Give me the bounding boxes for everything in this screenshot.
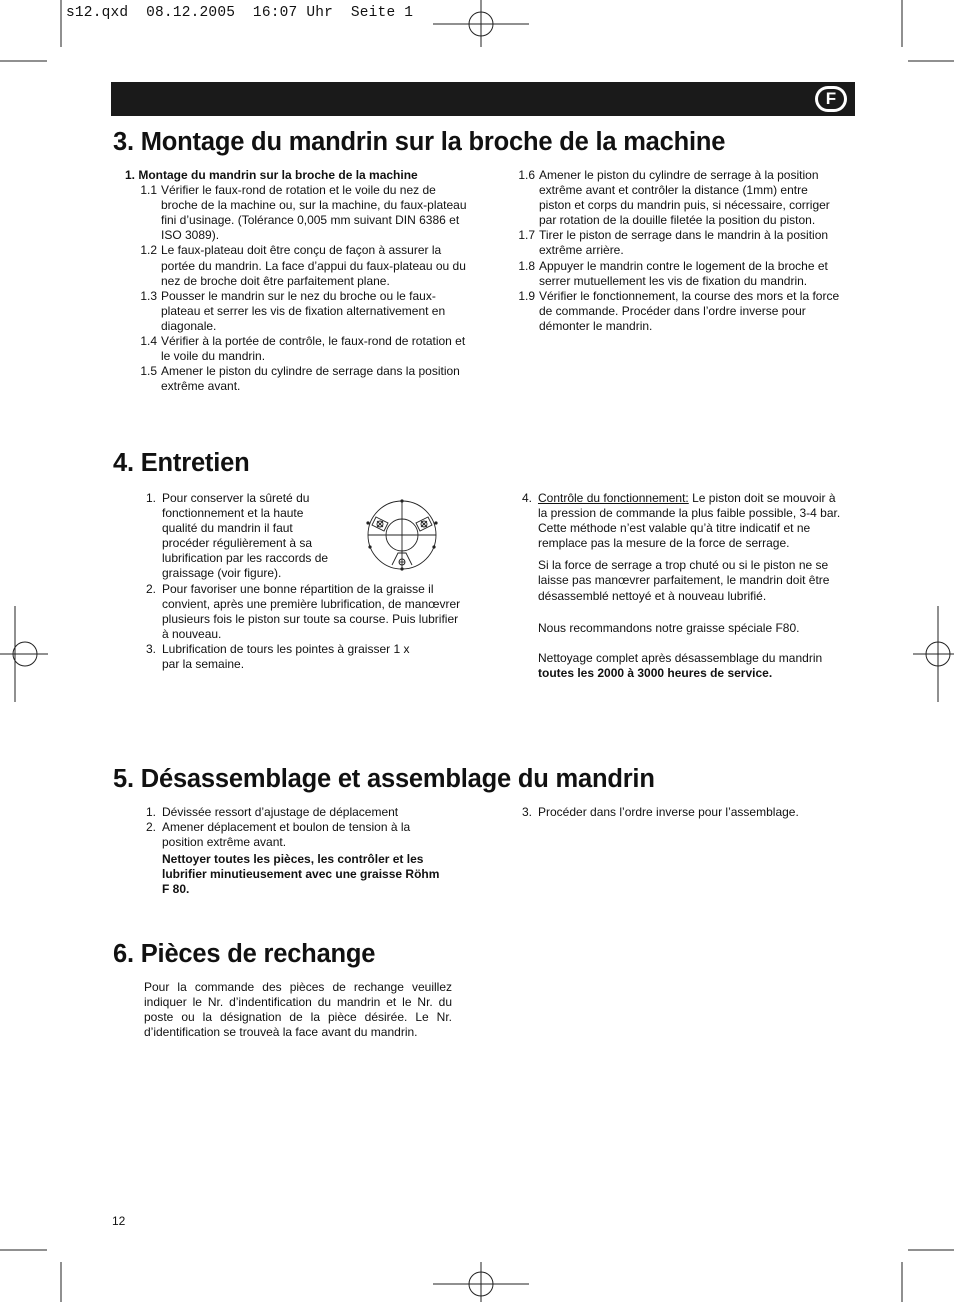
list-item: 1.1 Vérifier le faux-rond de rotation et le voile du nez de broche de la machine ou, sur la machine, du faux-plateau fini d’usinage. (Tolérance 0,005 mm suivant DIN 6386 et ISO 3089). [140, 183, 467, 243]
paragraph: Nettoyage complet après désassemblage du mandrin [538, 650, 823, 665]
paragraph: Si la force de serrage a trop chuté ou si le piston ne se laisse pas manœvrer parfaitement, le mandrin doit être désassemblé nettoyé et à nouveau lubrifié. [538, 558, 830, 603]
list-item: 2. Amener déplacement et boulon de tension à la position extrême avant. [145, 820, 411, 850]
section-5-left-column [138, 805, 448, 898]
bold-note: Nettoyer toutes les pièces, les contrôler et les lubrifier minutieusement avec une graisse Röhm F 80. [162, 852, 440, 897]
list-item: 3. Procéder dans l’ordre inverse pour l’assemblage. [521, 805, 799, 819]
section-3-title: 3. Montage du mandrin sur la broche de la machine [113, 128, 726, 156]
section-4-right-column [514, 491, 846, 681]
section-4-title: 4. Entretien [113, 449, 250, 477]
header-bar [111, 82, 855, 116]
list-item: 1.2 Le faux-plateau doit être conçu de façon à assurer la portée du mandrin. La face d’appui du faux-plateau ou du nez de broche doit être parfaitement plane. [140, 243, 466, 288]
list-item: 1. Pour conserver la sûreté du fonctionnement et la haute qualité du mandrin il faut procéder régulièrement à sa lubrification par les raccords de graissage (voir figure). [145, 491, 329, 581]
lubrication-figure [362, 495, 442, 575]
section-5-right-column [514, 805, 846, 820]
list-item: 1.4 Vérifier à la portée de contrôle, le faux-rond de rotation et le voile du mandrin. [140, 334, 466, 364]
list-item: 1.9 Vérifier le fonctionnement, la course des mors et la force de commande. Procéder dans l’ordre inverse pour démonter le mandrin. [518, 288, 840, 333]
language-badge [815, 86, 847, 112]
page-number: 12 [112, 1214, 126, 1228]
list-item: 1.5 Amener le piston du cylindre de serrage dans la position extrême avant. [140, 364, 460, 394]
list-item: 2. Pour favoriser une bonne répartition de la graisse il convient, après une première lubrification, de manœvrer plusieurs fois le piston sur toute sa course. Puis lubrifier à nouveau. [145, 581, 461, 641]
list-item: 1.3 Pousser le mandrin sur le nez du broche ou le faux-plateau et serrer les vis de fixation alternativement en diagonale. [140, 288, 446, 333]
paragraph-bold: toutes les 2000 à 3000 heures de service. [538, 665, 773, 680]
language-badge-label: F [818, 89, 844, 109]
section-3-subhead: 1. Montage du mandrin sur la broche de la machine [125, 168, 418, 182]
list-item: 1.8 Appuyer le mandrin contre le logement de la broche et serrer mutuellement les vis de fixation du mandrin. [518, 258, 828, 288]
section-6-title: 6. Pièces de rechange [113, 940, 376, 968]
paragraph: Pour la commande des pièces de rechange veuillez indiquer le Nr. d’indentification du mandrin et le Nr. du poste ou la désignation de la pièce désirée. Le Nr. d’identification se trouveà la face avant du mandrin. [144, 980, 452, 1040]
section-3-right-column [503, 168, 843, 334]
section-3-left-column [125, 168, 470, 394]
section-5-title: 5. Désassemblage et assemblage du mandrin [113, 765, 655, 793]
section-6-body [144, 980, 452, 1040]
list-item: 1.6 Amener le piston du cylindre de serrage à la position extrême avant et contrôler la distance (1mm) entre piston et corps du mandrin puis, si nécessaire, corriger par rotation de la douille filetée la position du piston. [518, 168, 830, 228]
list-item: 1. Dévissée ressort d’ajustage de déplacement [145, 805, 399, 819]
list-item: 1.7 Tirer le piston de serrage dans le mandrin à la position extrême arrière. [518, 228, 829, 258]
list-item: 3. Lubrification de tours les pointes à graisser 1 x par la semaine. [145, 641, 410, 672]
file-slug: s12.qxd 08.12.2005 16:07 Uhr Seite 1 [66, 5, 414, 21]
paragraph: Nous recommandons notre graisse spéciale F80. [538, 620, 800, 635]
list-item: 4. Contrôle du fonctionnement: Le piston doit se mouvoir à la pression de commande la plus faible possible, 3-4 bar. Cette méthode n’est valable qu’à titre indicatif et ne remplace pas la mesure de la force de serrage. [521, 491, 841, 551]
